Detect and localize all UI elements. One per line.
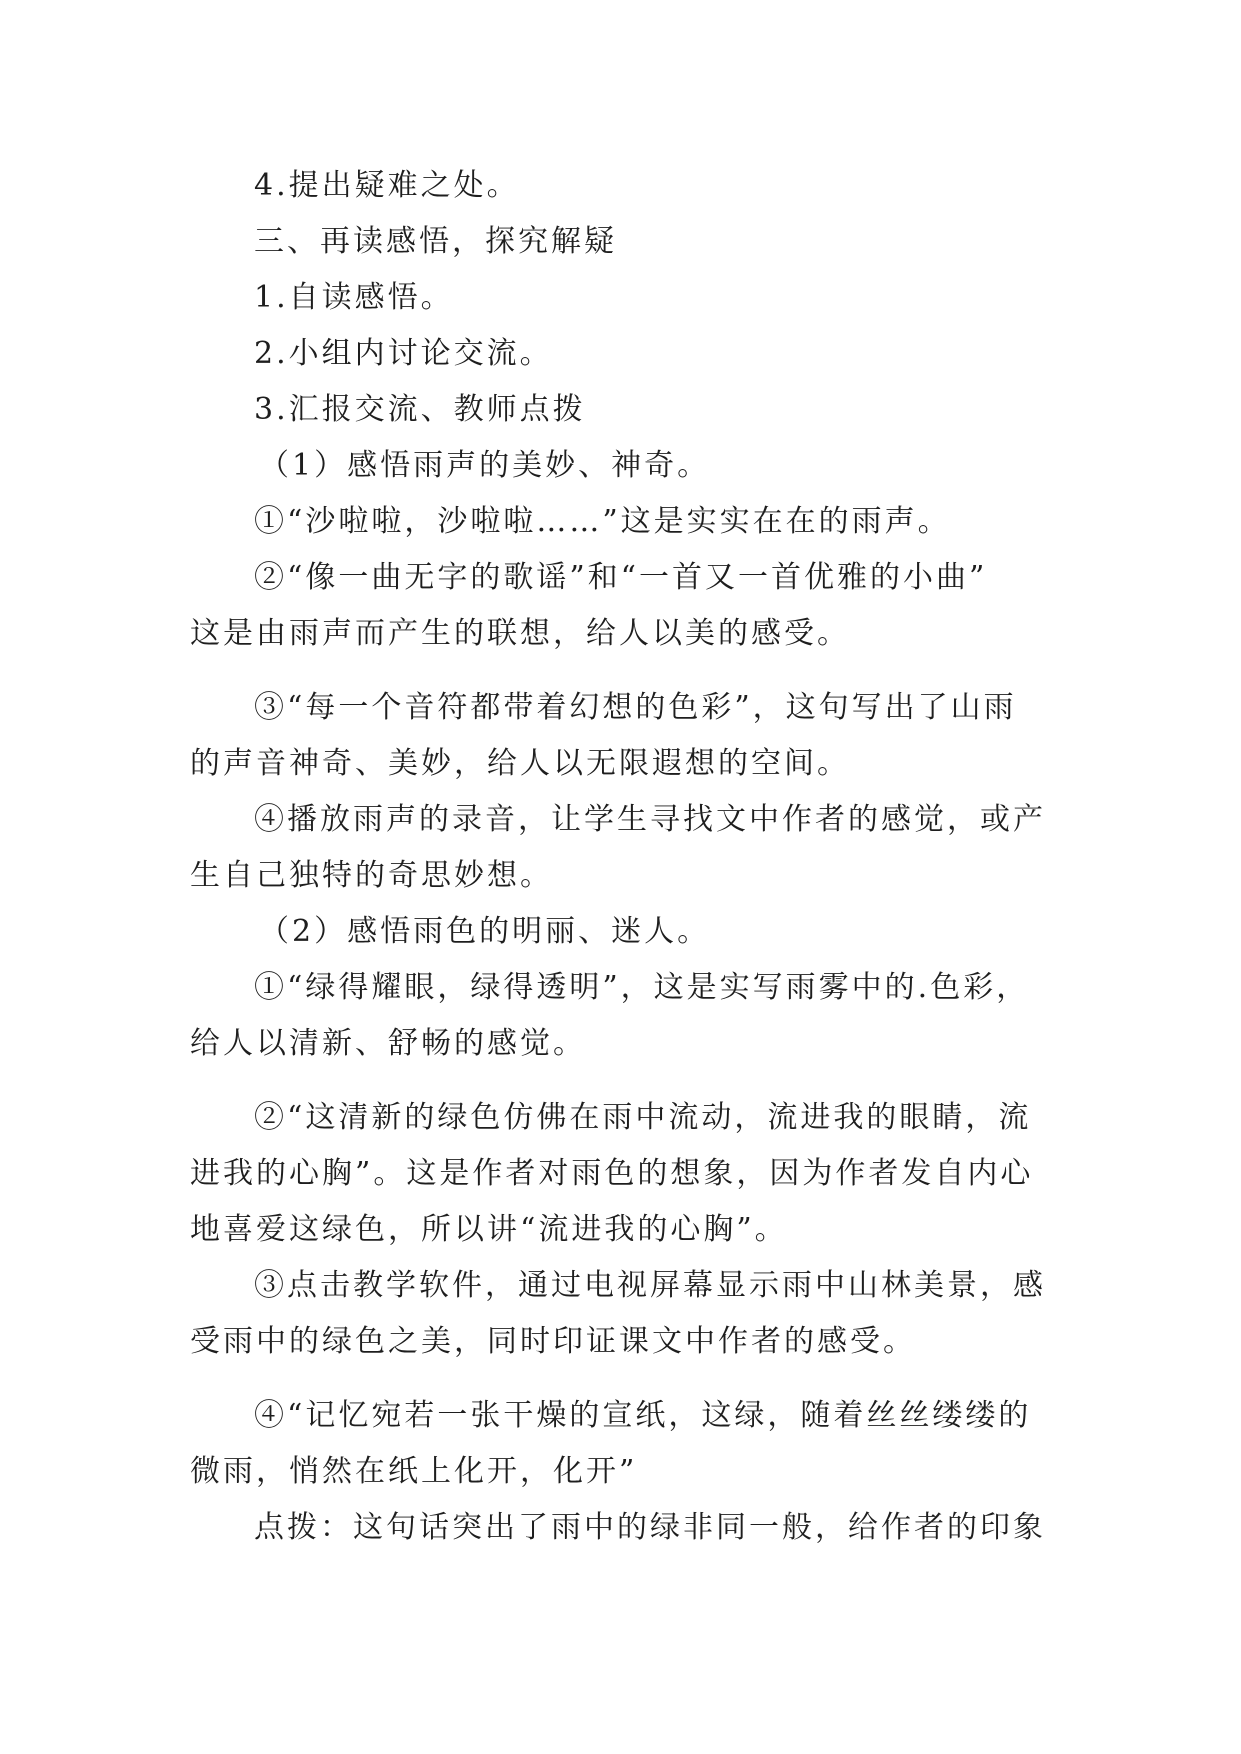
paragraph-line: ①“绿得耀眼，绿得透明”，这是实写雨雾中的.色彩， [254,970,1030,1005]
paragraph-line: ④“记忆宛若一张干燥的宣纸，这绿，随着丝丝缕缕的 [254,1398,1032,1433]
paragraph-line: 地喜爱这绿色，所以讲“流进我的心胸”。 [190,1212,788,1247]
paragraph-line: 的声音神奇、美妙，给人以无限遐想的空间。 [190,746,850,781]
paragraph-line: ②“像一曲无字的歌谣”和“一首又一首优雅的小曲” [254,560,988,595]
paragraph-line: 3.汇报交流、教师点拨 [254,392,586,427]
paragraph-line: 进我的心胸”。这是作者对雨色的想象，因为作者发自内心 [190,1156,1034,1191]
paragraph-line: 生自己独特的奇思妙想。 [190,858,553,893]
section-heading: 三、再读感悟，探究解疑 [254,224,617,259]
paragraph-line: ②“这清新的绿色仿佛在雨中流动，流进我的眼睛，流 [254,1100,1032,1135]
subsection-heading: （2）感悟雨色的明丽、迷人。 [259,914,711,949]
paragraph-line: 点拨：这句话突出了雨中的绿非同一般，给作者的印象 [254,1510,1046,1545]
paragraph-line: 受雨中的绿色之美，同时印证课文中作者的感受。 [190,1324,916,1359]
paragraph-line: ④播放雨声的录音，让学生寻找文中作者的感觉，或产 [254,802,1046,837]
paragraph-line: ①“沙啦啦，沙啦啦……”这是实实在在的雨声。 [254,504,951,539]
paragraph-line: 微雨，悄然在纸上化开，化开” [190,1454,638,1489]
paragraph-line: 2.小组内讨论交流。 [254,336,553,371]
subsection-heading: （1）感悟雨声的美妙、神奇。 [259,448,711,483]
paragraph-line: 4.提出疑难之处。 [254,168,520,203]
paragraph-line: 给人以清新、舒畅的感觉。 [190,1026,586,1061]
paragraph-line: 这是由雨声而产生的联想，给人以美的感受。 [190,616,850,651]
paragraph-line: 1.自读感悟。 [254,280,454,315]
paragraph-line: ③点击教学软件，通过电视屏幕显示雨中山林美景，感 [254,1268,1046,1303]
paragraph-line: ③“每一个音符都带着幻想的色彩”，这句写出了山雨 [254,690,1017,725]
